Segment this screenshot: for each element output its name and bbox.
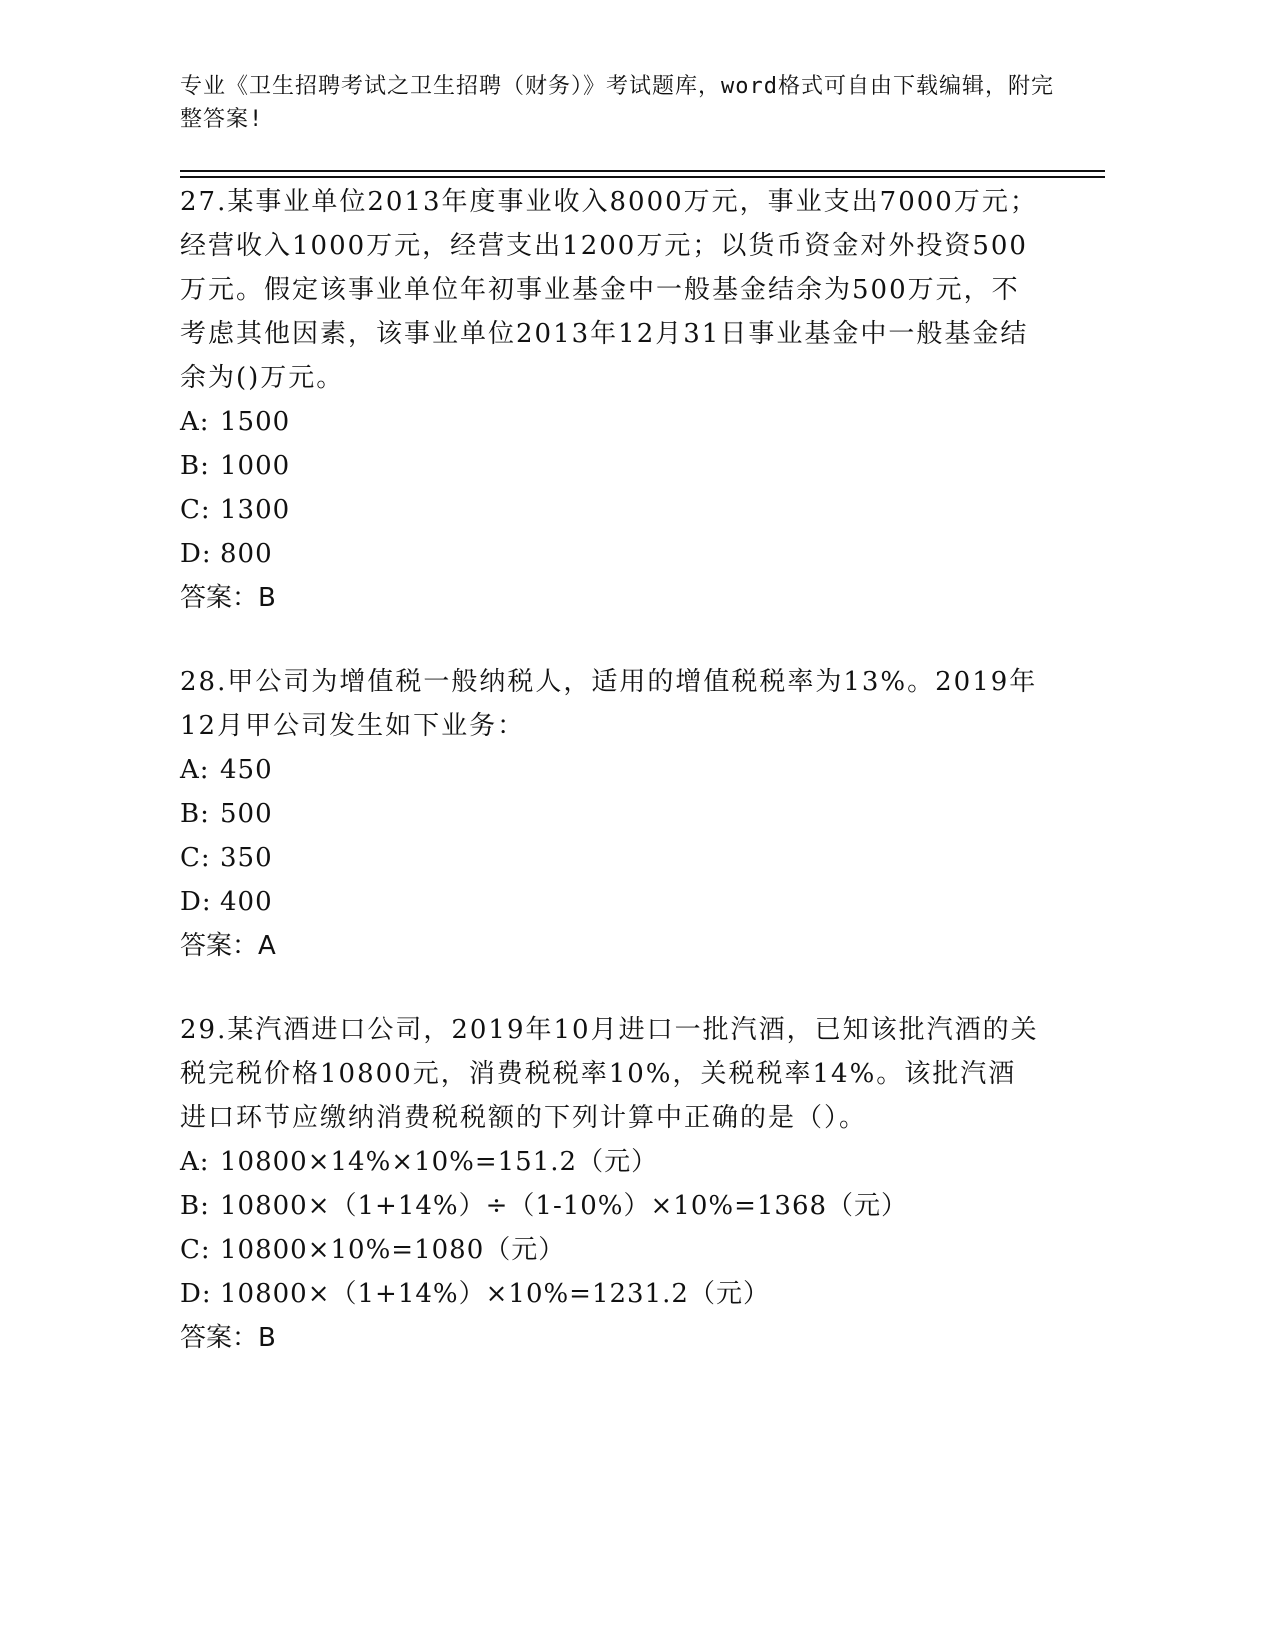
option-d bbox=[180, 532, 1040, 576]
question-29 bbox=[180, 1008, 1040, 1360]
header-divider-bottom bbox=[180, 176, 1105, 178]
answer-label: 答案：B bbox=[180, 1323, 276, 1353]
option-text: 10800×14%×10%=151.2（元） bbox=[220, 1147, 659, 1177]
question-27 bbox=[180, 180, 1040, 620]
option-letter: C: bbox=[180, 495, 211, 525]
option-a bbox=[180, 1140, 1040, 1184]
option-c bbox=[180, 488, 1040, 532]
option-text: 450 bbox=[220, 755, 273, 785]
option-c bbox=[180, 836, 1040, 880]
option-letter: D: bbox=[180, 1279, 212, 1309]
option-a bbox=[180, 748, 1040, 792]
option-text: 10800×（1+14%）÷（1-10%）×10%=1368（元） bbox=[220, 1191, 909, 1221]
option-text: 10800×（1+14%）×10%=1231.2（元） bbox=[220, 1279, 770, 1309]
option-letter: A: bbox=[180, 1147, 210, 1177]
option-text: 1500 bbox=[220, 407, 291, 437]
answer-label: 答案：B bbox=[180, 583, 276, 613]
option-c bbox=[180, 1228, 1040, 1272]
option-letter: B: bbox=[180, 451, 210, 481]
question-stem: 27.某事业单位2013年度事业收入8000万元，事业支出7000万元；经营收入1000万元，经营支出1200万元；以货币资金对外投资500万元。假定该事业单位年初事业基金中一般基金结余为500万元，不考虑其他因素，该事业单位2013年12月31日事业基金中一般基金结余为()万元。 bbox=[180, 187, 1038, 393]
option-text: 350 bbox=[220, 843, 273, 873]
option-letter: C: bbox=[180, 843, 211, 873]
option-text: 10800×10%=1080（元） bbox=[220, 1235, 566, 1265]
question-28 bbox=[180, 660, 1040, 968]
header-divider-top bbox=[180, 170, 1105, 172]
answer-label: 答案：A bbox=[180, 931, 276, 961]
option-letter: C: bbox=[180, 1235, 211, 1265]
option-text: 1000 bbox=[220, 451, 291, 481]
option-b bbox=[180, 1184, 1040, 1228]
option-letter: B: bbox=[180, 799, 210, 829]
question-stem: 28.甲公司为增值税一般纳税人，适用的增值税税率为13%。2019年12月甲公司发生如下业务： bbox=[180, 667, 1038, 741]
option-text: 500 bbox=[220, 799, 273, 829]
option-b bbox=[180, 792, 1040, 836]
option-text: 400 bbox=[220, 887, 273, 917]
question-stem: 29.某汽酒进口公司，2019年10月进口一批汽酒，已知该批汽酒的关税完税价格10800元，消费税税率10%，关税税率14%。该批汽酒进口环节应缴纳消费税税额的下列计算中正确的是（）。 bbox=[180, 1015, 1039, 1133]
option-letter: A: bbox=[180, 755, 210, 785]
option-text: 1300 bbox=[220, 495, 291, 525]
option-letter: B: bbox=[180, 1191, 210, 1221]
option-b bbox=[180, 444, 1040, 488]
option-letter: D: bbox=[180, 887, 212, 917]
option-letter: A: bbox=[180, 407, 210, 437]
option-d bbox=[180, 1272, 1040, 1316]
option-letter: D: bbox=[180, 539, 212, 569]
option-d bbox=[180, 880, 1040, 924]
option-text: 800 bbox=[220, 539, 273, 569]
document-header: 专业《卫生招聘考试之卫生招聘（财务）》考试题库，word格式可自由下载编辑，附完整答案! bbox=[180, 74, 1054, 132]
option-a bbox=[180, 400, 1040, 444]
